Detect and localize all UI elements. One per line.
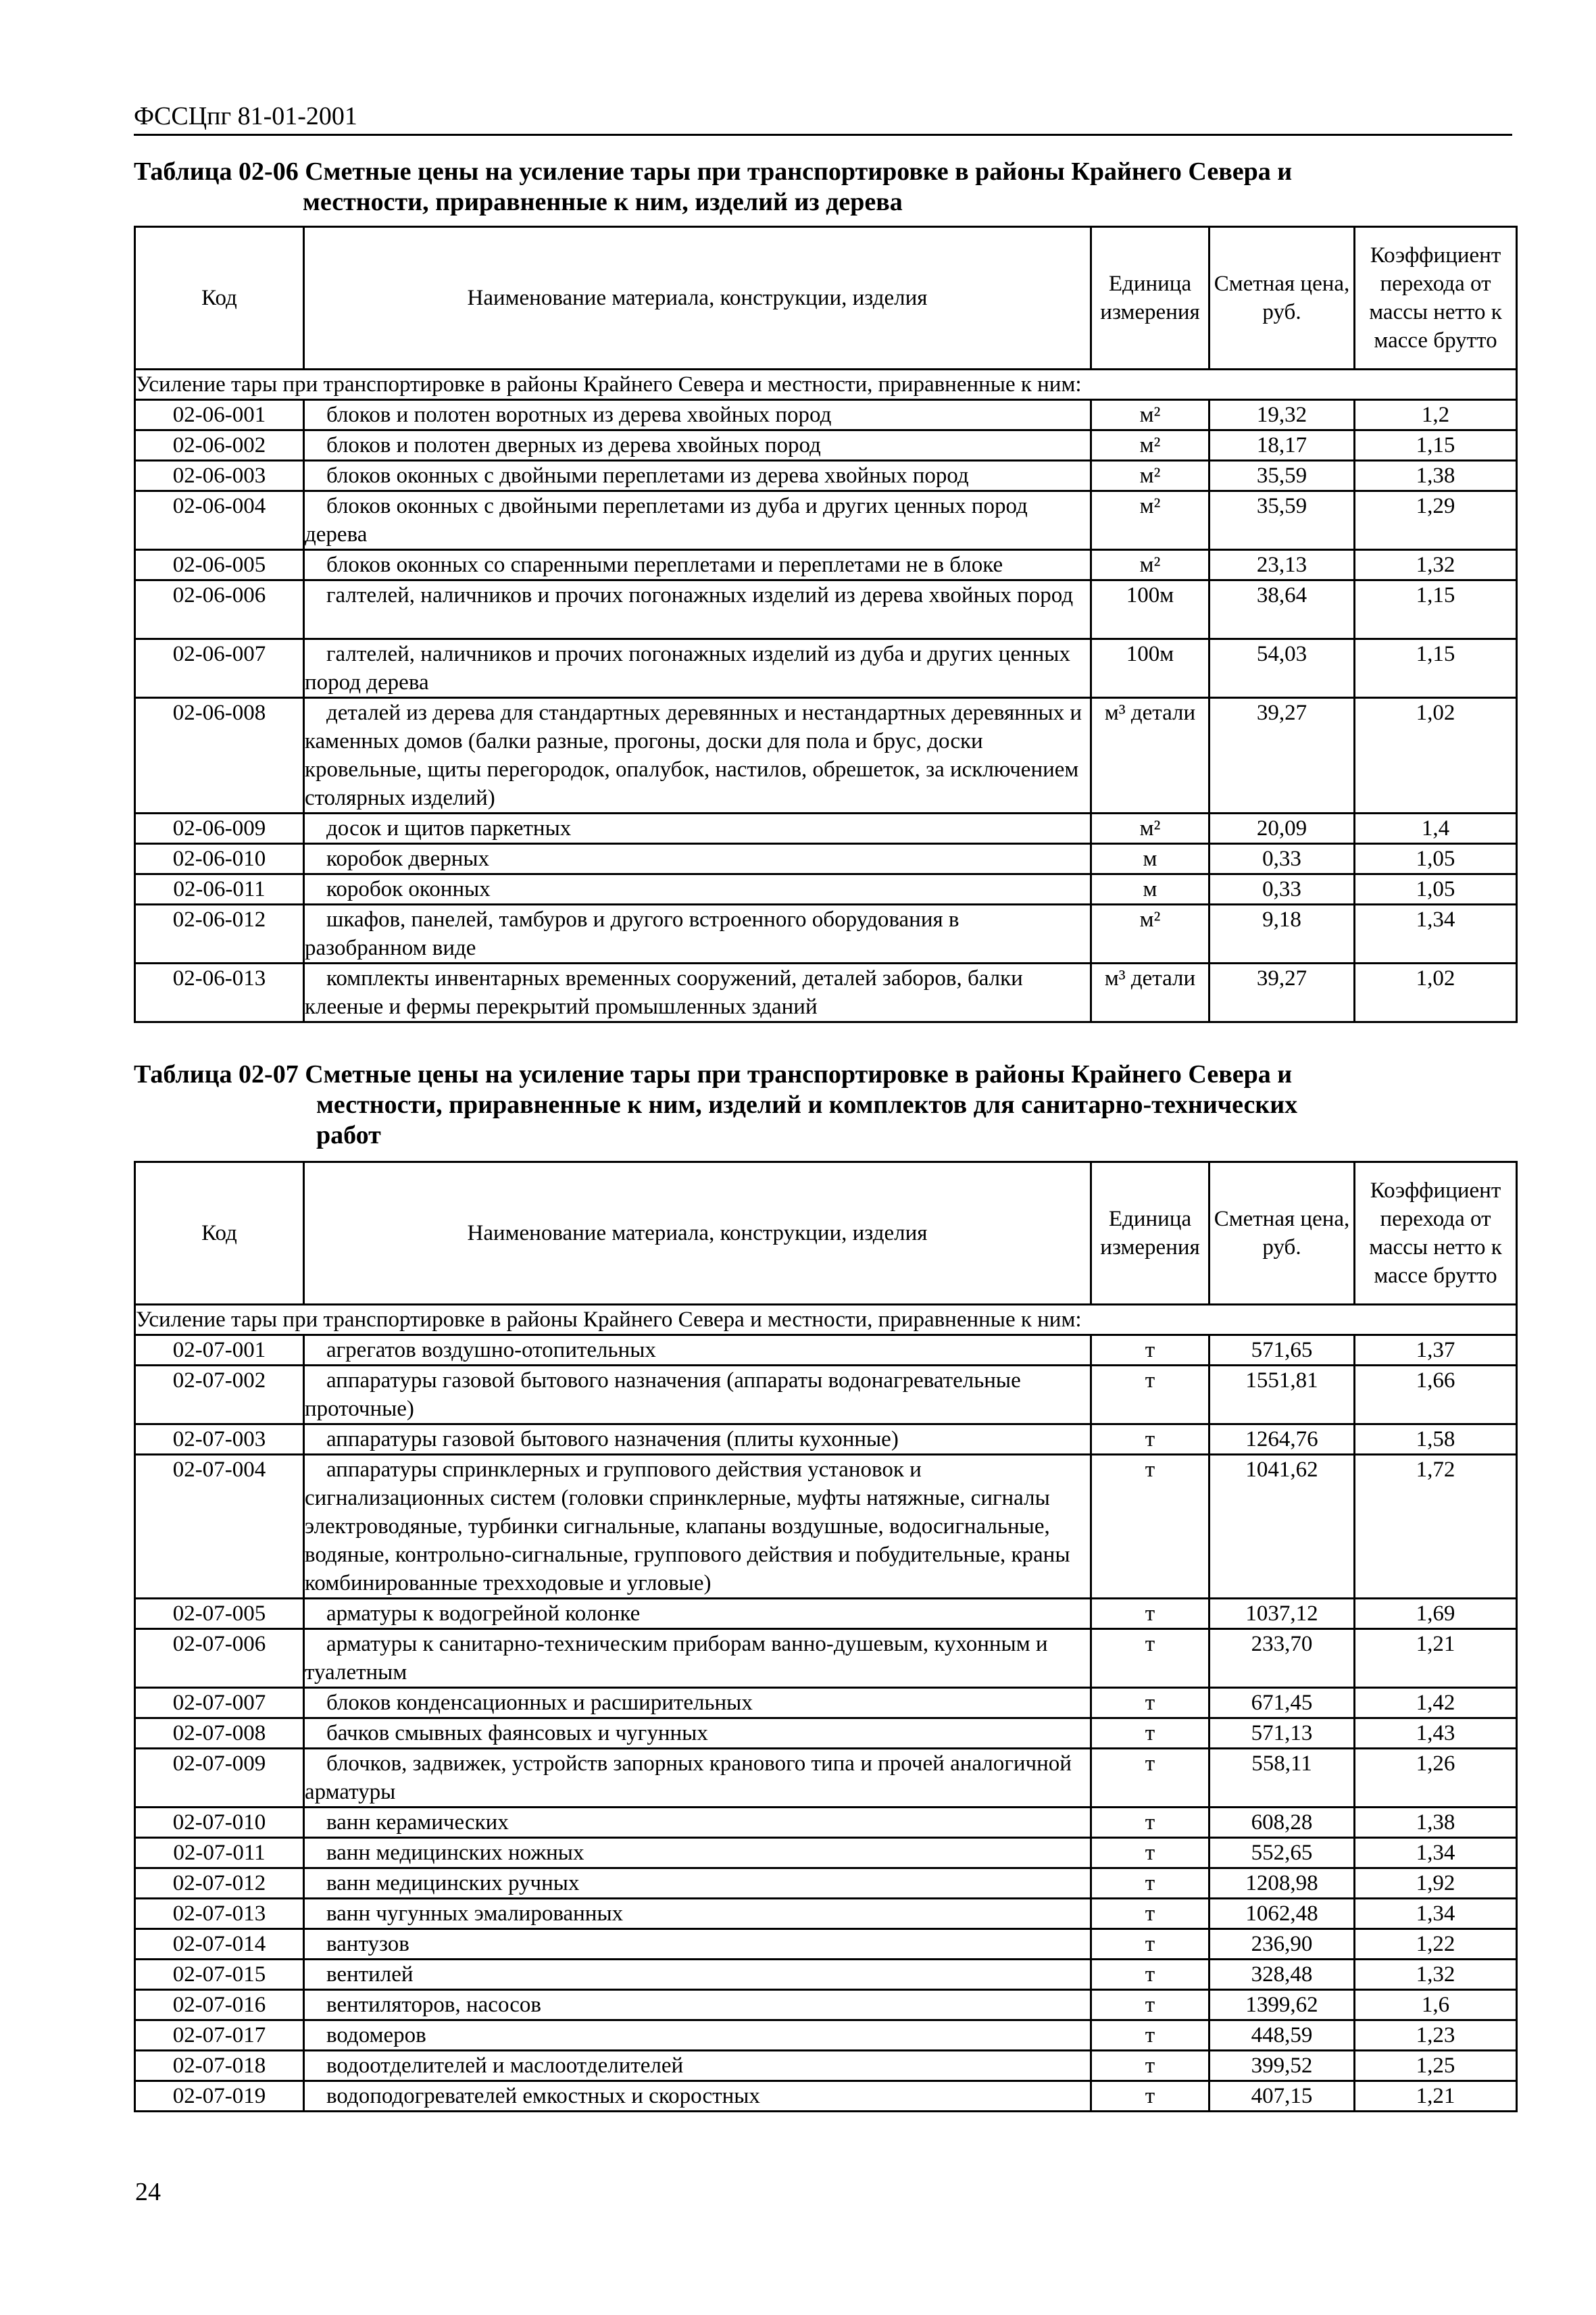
cell-coef: 1,32 bbox=[1355, 550, 1517, 580]
cell-unit: т bbox=[1091, 1629, 1210, 1688]
cell-name bbox=[304, 1718, 1091, 1749]
cell-name-text: досок и щитов паркетных bbox=[326, 816, 572, 841]
cell-price: 35,59 bbox=[1210, 461, 1355, 491]
cell-unit: т bbox=[1091, 1899, 1210, 1929]
cell-name-text: аппаратуры газовой бытового назначения (аппараты водонагревательные проточные) bbox=[305, 1368, 1021, 1421]
cell-unit: м² bbox=[1091, 905, 1210, 964]
cell-price: 0,33 bbox=[1210, 874, 1355, 905]
cell-coef: 1,02 bbox=[1355, 964, 1517, 1022]
cell-name-text: аппаратуры спринклерных и группового действия установок и сигнализационных систем (головки спринклерные, муфты натяжные, сигналы электроводяные, турбинки сигнальные, клапаны воздушные, водосигнальные, водяные, контрольно-сигнальные, группового действия и побудительные, краны комбинированные трехходовые и угловые) bbox=[305, 1458, 1070, 1595]
cell-unit: м² bbox=[1091, 550, 1210, 580]
table-row bbox=[135, 580, 1517, 639]
cell-name-text: шкафов, панелей, тамбуров и другого встроенного оборудования в разобранном виде bbox=[305, 907, 959, 960]
cell-coef: 1,69 bbox=[1355, 1599, 1517, 1629]
table2-caption bbox=[134, 1060, 1526, 1151]
cell-price: 1264,76 bbox=[1210, 1424, 1355, 1455]
cell-name-text: ванн медицинских ручных bbox=[326, 1871, 580, 1895]
cell-price: 1062,48 bbox=[1210, 1899, 1355, 1929]
table-row bbox=[135, 1335, 1517, 1366]
cell-name bbox=[304, 698, 1091, 814]
cell-code: 02-07-018 bbox=[135, 2051, 304, 2081]
cell-coef: 1,25 bbox=[1355, 2051, 1517, 2081]
section-title: Усиление тары при транспортировке в районы Крайнего Севера и местности, приравненные к ним: bbox=[135, 1305, 1517, 1335]
cell-name-text: коробок оконных bbox=[326, 877, 491, 901]
cell-price: 9,18 bbox=[1210, 905, 1355, 964]
cell-unit: т bbox=[1091, 1688, 1210, 1718]
cell-name bbox=[304, 1749, 1091, 1808]
cell-code: 02-07-013 bbox=[135, 1899, 304, 1929]
cell-name bbox=[304, 580, 1091, 639]
cell-price: 35,59 bbox=[1210, 491, 1355, 550]
table-row bbox=[135, 964, 1517, 1022]
cell-name-text: арматуры к санитарно-техническим приборам ванно-душевым, кухонным и туалетным bbox=[305, 1632, 1048, 1685]
table-row bbox=[135, 2081, 1517, 2112]
cell-code: 02-06-008 bbox=[135, 698, 304, 814]
cell-price: 54,03 bbox=[1210, 639, 1355, 698]
cell-unit: м³ детали bbox=[1091, 964, 1210, 1022]
cell-price: 448,59 bbox=[1210, 2020, 1355, 2051]
table-row bbox=[135, 1366, 1517, 1424]
cell-code: 02-07-002 bbox=[135, 1366, 304, 1424]
cell-name-text: ванн керамических bbox=[326, 1810, 509, 1835]
cell-price: 236,90 bbox=[1210, 1929, 1355, 1960]
cell-name-text: ванн медицинских ножных bbox=[326, 1841, 584, 1865]
cell-name bbox=[304, 905, 1091, 964]
cell-code: 02-06-007 bbox=[135, 639, 304, 698]
cell-coef: 1,92 bbox=[1355, 1868, 1517, 1899]
cell-name bbox=[304, 814, 1091, 844]
table-row bbox=[135, 1424, 1517, 1455]
cell-unit: т bbox=[1091, 1808, 1210, 1838]
cell-name-text: блоков и полотен дверных из дерева хвойных пород bbox=[326, 433, 821, 457]
cell-price: 571,13 bbox=[1210, 1718, 1355, 1749]
cell-coef: 1,21 bbox=[1355, 1629, 1517, 1688]
cell-unit: т bbox=[1091, 1868, 1210, 1899]
cell-unit: м² bbox=[1091, 491, 1210, 550]
table2-caption-line1 bbox=[134, 1060, 1526, 1090]
cell-name bbox=[304, 2081, 1091, 2112]
header-rule bbox=[134, 134, 1512, 136]
cell-code: 02-07-010 bbox=[135, 1808, 304, 1838]
cell-code: 02-06-012 bbox=[135, 905, 304, 964]
cell-name-text: блоков оконных с двойными переплетами из дуба и других ценных пород дерева bbox=[305, 494, 1028, 547]
table2-label: Таблица 02-07 bbox=[134, 1060, 299, 1089]
cell-name-text: блоков конденсационных и расширительных bbox=[326, 1691, 753, 1715]
cell-name bbox=[304, 550, 1091, 580]
table-row bbox=[135, 2051, 1517, 2081]
cell-code: 02-06-011 bbox=[135, 874, 304, 905]
cell-name-text: бачков смывных фаянсовых и чугунных bbox=[326, 1721, 708, 1745]
cell-code: 02-06-003 bbox=[135, 461, 304, 491]
cell-unit: т bbox=[1091, 1424, 1210, 1455]
cell-code: 02-07-006 bbox=[135, 1629, 304, 1688]
cell-code: 02-07-009 bbox=[135, 1749, 304, 1808]
cell-unit: т bbox=[1091, 2051, 1210, 2081]
table-row bbox=[135, 1749, 1517, 1808]
table-row bbox=[135, 1688, 1517, 1718]
cell-code: 02-07-007 bbox=[135, 1688, 304, 1718]
cell-price: 20,09 bbox=[1210, 814, 1355, 844]
cell-coef: 1,37 bbox=[1355, 1335, 1517, 1366]
table-row bbox=[135, 1808, 1517, 1838]
cell-code: 02-07-011 bbox=[135, 1838, 304, 1868]
cell-coef: 1,38 bbox=[1355, 461, 1517, 491]
col-header-name: Наименование материала, конструкции, изделия bbox=[304, 227, 1091, 370]
cell-unit: т bbox=[1091, 2081, 1210, 2112]
cell-coef: 1,15 bbox=[1355, 430, 1517, 461]
cell-coef: 1,29 bbox=[1355, 491, 1517, 550]
table-row bbox=[135, 1929, 1517, 1960]
table-row bbox=[135, 905, 1517, 964]
cell-unit: м² bbox=[1091, 814, 1210, 844]
cell-unit: м bbox=[1091, 844, 1210, 874]
cell-price: 1041,62 bbox=[1210, 1455, 1355, 1599]
table-row bbox=[135, 1990, 1517, 2020]
table2 bbox=[134, 1161, 1518, 2112]
cell-code: 02-06-002 bbox=[135, 430, 304, 461]
cell-price: 39,27 bbox=[1210, 698, 1355, 814]
section-title: Усиление тары при транспортировке в районы Крайнего Севера и местности, приравненные к ним: bbox=[135, 370, 1517, 400]
cell-code: 02-07-005 bbox=[135, 1599, 304, 1629]
table1-caption bbox=[134, 157, 1526, 218]
cell-name-text: деталей из дерева для стандартных деревянных и нестандартных деревянных и каменных домов (балки разные, прогоны, доски для пола и брус, доски кровельные, щиты перегородок, опалубок, настилов, обрешеток, за исключением столярных изделий) bbox=[305, 701, 1082, 810]
table-row bbox=[135, 874, 1517, 905]
cell-name bbox=[304, 430, 1091, 461]
table2-body bbox=[135, 1305, 1517, 2112]
cell-price: 1208,98 bbox=[1210, 1868, 1355, 1899]
cell-name bbox=[304, 1629, 1091, 1688]
cell-code: 02-07-016 bbox=[135, 1990, 304, 2020]
cell-unit: 100м bbox=[1091, 639, 1210, 698]
cell-price: 328,48 bbox=[1210, 1960, 1355, 1990]
cell-name bbox=[304, 1455, 1091, 1599]
cell-name bbox=[304, 400, 1091, 430]
table-row bbox=[135, 461, 1517, 491]
cell-name bbox=[304, 491, 1091, 550]
table-row bbox=[135, 2020, 1517, 2051]
cell-unit: 100м bbox=[1091, 580, 1210, 639]
table-row bbox=[135, 400, 1517, 430]
table-row bbox=[135, 1629, 1517, 1688]
cell-price: 1399,62 bbox=[1210, 1990, 1355, 2020]
cell-price: 399,52 bbox=[1210, 2051, 1355, 2081]
cell-code: 02-06-004 bbox=[135, 491, 304, 550]
cell-code: 02-07-015 bbox=[135, 1960, 304, 1990]
cell-name bbox=[304, 1929, 1091, 1960]
cell-code: 02-06-001 bbox=[135, 400, 304, 430]
col-header-coef: Коэффициент перехода от массы нетто к массе брутто bbox=[1355, 1162, 1517, 1305]
cell-unit: т bbox=[1091, 1749, 1210, 1808]
cell-name-text: водомеров bbox=[326, 2023, 426, 2047]
cell-coef: 1,34 bbox=[1355, 1899, 1517, 1929]
cell-name bbox=[304, 964, 1091, 1022]
cell-name bbox=[304, 1688, 1091, 1718]
cell-price: 19,32 bbox=[1210, 400, 1355, 430]
table-row bbox=[135, 1838, 1517, 1868]
cell-coef: 1,66 bbox=[1355, 1366, 1517, 1424]
page-number: 24 bbox=[135, 2178, 161, 2206]
table2-caption-line3: работ bbox=[316, 1121, 381, 1149]
cell-name bbox=[304, 1960, 1091, 1990]
cell-coef: 1,32 bbox=[1355, 1960, 1517, 1990]
cell-coef: 1,02 bbox=[1355, 698, 1517, 814]
table-row bbox=[135, 1599, 1517, 1629]
cell-code: 02-06-010 bbox=[135, 844, 304, 874]
table-row bbox=[135, 639, 1517, 698]
cell-name-text: вентилей bbox=[326, 1962, 414, 1987]
cell-name-text: комплекты инвентарных временных сооружений, деталей заборов, балки клееные и фермы перекрытий промышленных зданий bbox=[305, 966, 1023, 1019]
cell-unit: т bbox=[1091, 1838, 1210, 1868]
cell-code: 02-07-012 bbox=[135, 1868, 304, 1899]
cell-code: 02-07-003 bbox=[135, 1424, 304, 1455]
document-header: ФССЦпг 81-01-2001 bbox=[134, 102, 357, 130]
cell-name-text: блоков оконных со спаренными переплетами и переплетами не в блоке bbox=[326, 553, 1003, 577]
cell-name bbox=[304, 639, 1091, 698]
table1-caption-text1: Сметные цены на усиление тары при транспортировке в районы Крайнего Севера и bbox=[305, 157, 1293, 186]
cell-coef: 1,2 bbox=[1355, 400, 1517, 430]
cell-coef: 1,15 bbox=[1355, 639, 1517, 698]
cell-name-text: арматуры к водогрейной колонке bbox=[326, 1601, 641, 1626]
cell-price: 571,65 bbox=[1210, 1335, 1355, 1366]
cell-name bbox=[304, 2020, 1091, 2051]
cell-code: 02-07-014 bbox=[135, 1929, 304, 1960]
cell-name-text: вантузов bbox=[326, 1932, 409, 1956]
cell-name-text: водоотделителей и маслоотделителей bbox=[326, 2053, 684, 2078]
cell-coef: 1,6 bbox=[1355, 1990, 1517, 2020]
table-row bbox=[135, 1718, 1517, 1749]
cell-name-text: галтелей, наличников и прочих погонажных изделий из дуба и других ценных пород дерева bbox=[305, 642, 1070, 695]
cell-name-text: блочков, задвижек, устройств запорных кранового типа и прочей аналогичной арматуры bbox=[305, 1751, 1072, 1804]
section-row bbox=[135, 1305, 1517, 1335]
cell-coef: 1,34 bbox=[1355, 905, 1517, 964]
table2-caption-text1: Сметные цены на усиление тары при транспортировке в районы Крайнего Севера и bbox=[305, 1060, 1293, 1089]
cell-code: 02-06-009 bbox=[135, 814, 304, 844]
table1-body bbox=[135, 370, 1517, 1022]
cell-name bbox=[304, 1899, 1091, 1929]
cell-coef: 1,58 bbox=[1355, 1424, 1517, 1455]
cell-name-text: ванн чугунных эмалированных bbox=[326, 1901, 624, 1926]
cell-name bbox=[304, 1335, 1091, 1366]
cell-code: 02-06-013 bbox=[135, 964, 304, 1022]
cell-unit: м² bbox=[1091, 430, 1210, 461]
cell-code: 02-07-019 bbox=[135, 2081, 304, 2112]
cell-price: 233,70 bbox=[1210, 1629, 1355, 1688]
table-row bbox=[135, 814, 1517, 844]
cell-name-text: аппаратуры газовой бытового назначения (плиты кухонные) bbox=[326, 1427, 899, 1451]
col-header-price: Сметная цена, руб. bbox=[1210, 227, 1355, 370]
cell-unit: т bbox=[1091, 1990, 1210, 2020]
cell-name bbox=[304, 1838, 1091, 1868]
cell-name-text: коробок дверных bbox=[326, 847, 490, 871]
cell-name bbox=[304, 844, 1091, 874]
cell-unit: т bbox=[1091, 1335, 1210, 1366]
cell-price: 671,45 bbox=[1210, 1688, 1355, 1718]
cell-name bbox=[304, 1868, 1091, 1899]
cell-name bbox=[304, 1808, 1091, 1838]
cell-coef: 1,15 bbox=[1355, 580, 1517, 639]
table1-caption-line1 bbox=[134, 157, 1526, 187]
cell-unit: т bbox=[1091, 1599, 1210, 1629]
cell-unit: м bbox=[1091, 874, 1210, 905]
col-header-name: Наименование материала, конструкции, изделия bbox=[304, 1162, 1091, 1305]
cell-coef: 1,72 bbox=[1355, 1455, 1517, 1599]
cell-coef: 1,05 bbox=[1355, 874, 1517, 905]
table-row bbox=[135, 844, 1517, 874]
col-header-price: Сметная цена, руб. bbox=[1210, 1162, 1355, 1305]
cell-name-text: блоков и полотен воротных из дерева хвойных пород bbox=[326, 403, 832, 427]
cell-price: 23,13 bbox=[1210, 550, 1355, 580]
cell-code: 02-06-006 bbox=[135, 580, 304, 639]
cell-name-text: агрегатов воздушно-отопительных bbox=[326, 1338, 656, 1362]
section-row bbox=[135, 370, 1517, 400]
cell-price: 0,33 bbox=[1210, 844, 1355, 874]
cell-name bbox=[304, 1990, 1091, 2020]
col-header-unit: Единица измерения bbox=[1091, 1162, 1210, 1305]
cell-unit: т bbox=[1091, 1960, 1210, 1990]
cell-code: 02-06-005 bbox=[135, 550, 304, 580]
cell-name-text: вентиляторов, насосов bbox=[326, 1993, 541, 2017]
col-header-code: Код bbox=[135, 1162, 304, 1305]
cell-price: 1551,81 bbox=[1210, 1366, 1355, 1424]
cell-coef: 1,43 bbox=[1355, 1718, 1517, 1749]
cell-coef: 1,34 bbox=[1355, 1838, 1517, 1868]
col-header-code: Код bbox=[135, 227, 304, 370]
cell-name bbox=[304, 1599, 1091, 1629]
cell-code: 02-07-017 bbox=[135, 2020, 304, 2051]
cell-unit: т bbox=[1091, 1718, 1210, 1749]
cell-coef: 1,4 bbox=[1355, 814, 1517, 844]
cell-unit: м³ детали bbox=[1091, 698, 1210, 814]
table1-caption-line2: местности, приравненные к ним, изделий из дерева bbox=[303, 188, 903, 216]
cell-coef: 1,42 bbox=[1355, 1688, 1517, 1718]
cell-coef: 1,21 bbox=[1355, 2081, 1517, 2112]
cell-unit: т bbox=[1091, 1366, 1210, 1424]
cell-code: 02-07-004 bbox=[135, 1455, 304, 1599]
table-row bbox=[135, 550, 1517, 580]
cell-name-text: галтелей, наличников и прочих погонажных изделий из дерева хвойных пород bbox=[326, 583, 1074, 607]
cell-unit: т bbox=[1091, 2020, 1210, 2051]
table-row bbox=[135, 1868, 1517, 1899]
col-header-unit: Единица измерения bbox=[1091, 227, 1210, 370]
table1-label: Таблица 02-06 bbox=[134, 157, 299, 186]
cell-name bbox=[304, 1366, 1091, 1424]
table-row bbox=[135, 1455, 1517, 1599]
cell-name bbox=[304, 461, 1091, 491]
cell-unit: т bbox=[1091, 1929, 1210, 1960]
cell-price: 407,15 bbox=[1210, 2081, 1355, 2112]
table-row bbox=[135, 430, 1517, 461]
cell-coef: 1,22 bbox=[1355, 1929, 1517, 1960]
cell-price: 18,17 bbox=[1210, 430, 1355, 461]
table-row bbox=[135, 491, 1517, 550]
cell-price: 552,65 bbox=[1210, 1838, 1355, 1868]
table-row bbox=[135, 698, 1517, 814]
cell-coef: 1,05 bbox=[1355, 844, 1517, 874]
cell-name bbox=[304, 2051, 1091, 2081]
cell-unit: м² bbox=[1091, 461, 1210, 491]
cell-coef: 1,23 bbox=[1355, 2020, 1517, 2051]
cell-unit: т bbox=[1091, 1455, 1210, 1599]
cell-price: 558,11 bbox=[1210, 1749, 1355, 1808]
cell-price: 1037,12 bbox=[1210, 1599, 1355, 1629]
cell-unit: м² bbox=[1091, 400, 1210, 430]
cell-name-text: блоков оконных с двойными переплетами из дерева хвойных пород bbox=[326, 464, 969, 488]
cell-coef: 1,26 bbox=[1355, 1749, 1517, 1808]
cell-name bbox=[304, 1424, 1091, 1455]
table2-caption-line2: местности, приравненные к ним, изделий и комплектов для санитарно-технических bbox=[316, 1091, 1298, 1119]
cell-code: 02-07-008 bbox=[135, 1718, 304, 1749]
table1 bbox=[134, 226, 1518, 1023]
cell-coef: 1,38 bbox=[1355, 1808, 1517, 1838]
cell-price: 608,28 bbox=[1210, 1808, 1355, 1838]
cell-price: 38,64 bbox=[1210, 580, 1355, 639]
cell-name-text: водоподогревателей емкостных и скоростных bbox=[326, 2084, 760, 2108]
table-row bbox=[135, 1960, 1517, 1990]
cell-price: 39,27 bbox=[1210, 964, 1355, 1022]
cell-name bbox=[304, 874, 1091, 905]
cell-code: 02-07-001 bbox=[135, 1335, 304, 1366]
table-row bbox=[135, 1899, 1517, 1929]
col-header-coef: Коэффициент перехода от массы нетто к массе брутто bbox=[1355, 227, 1517, 370]
